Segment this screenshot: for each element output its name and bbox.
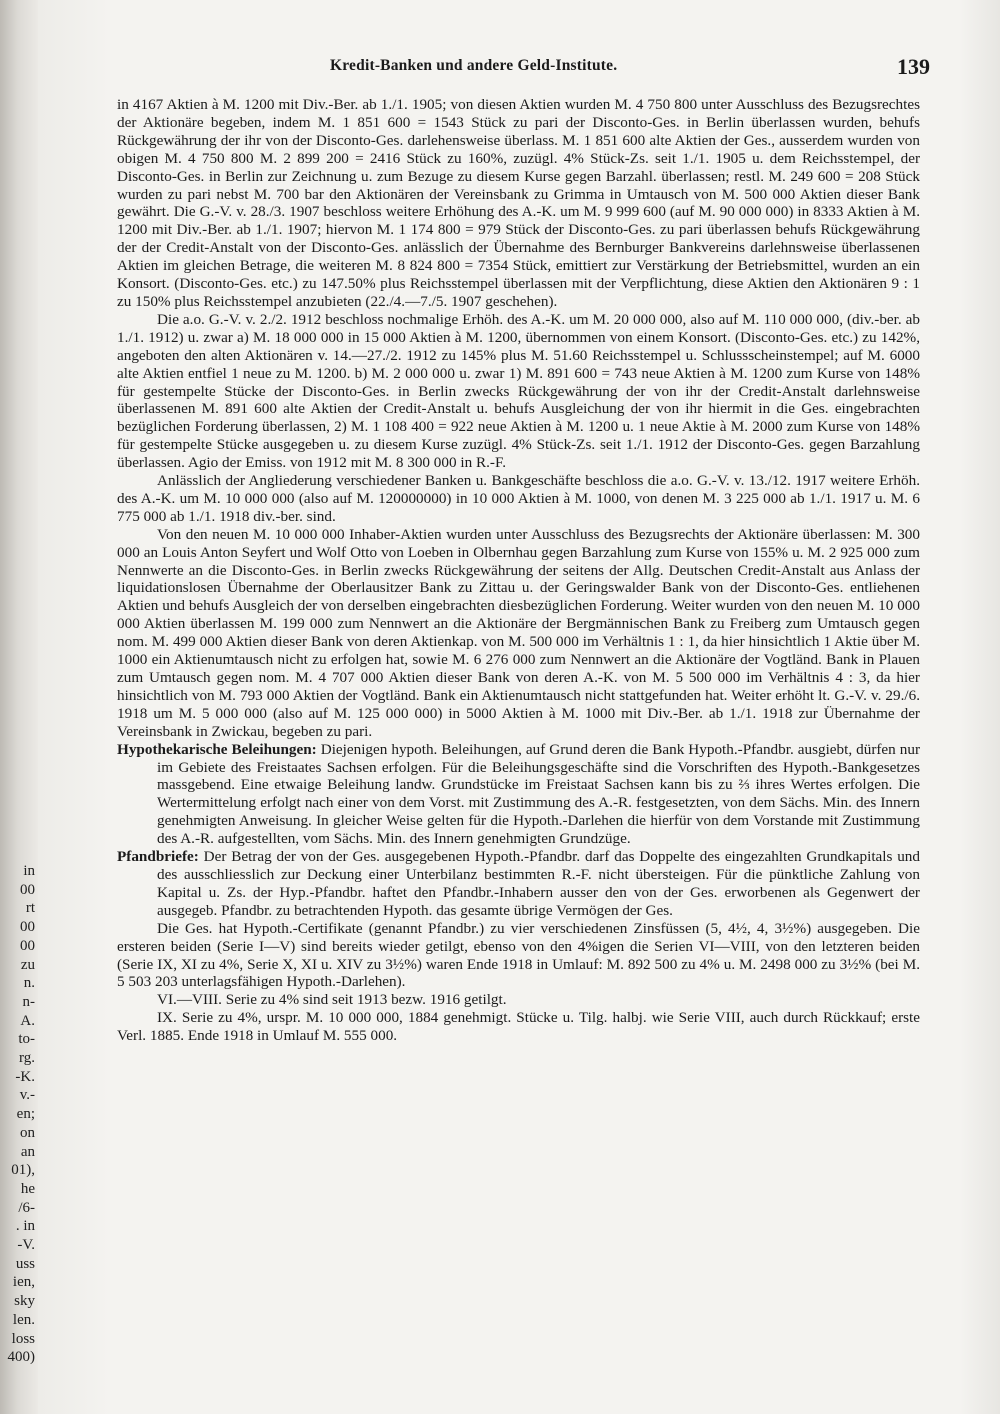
fragment: loss — [11, 1330, 35, 1347]
section-pfandbriefe — [117, 848, 920, 920]
section-text: Der Betrag der von der Ges. ausgegebenen Hypoth.-Pfandbr. darf das Doppelte des eingezahlten Grundkapitals und des ausschliesslich zur Deckung einer Unterbilanz bestimmten R.-F. nicht übersteigen. Für die pünktliche Zahlung von Kapital u. Zs. der Hyp.-Pfandbr. haftet den Pfandbr.-Inhabern ausser den von der Ges. erworbenen als Gegenwert der ausgegeb. Pfandbr. zu betrachtenden Hypoth. das gesamte übrige Vermögen der Ges. — [157, 848, 920, 919]
facing-page-fragments — [1, 862, 35, 1367]
fragment: rg. — [19, 1050, 35, 1067]
fragment: -K. — [15, 1068, 35, 1085]
section-heading: Pfandbriefe: — [117, 848, 199, 866]
fragment: sky — [14, 1293, 35, 1310]
paragraph: VI.—VIII. Serie zu 4% sind seit 1913 bezw. 1916 getilgt. — [157, 991, 507, 1009]
page-number: 139 — [897, 54, 930, 79]
fragment: 00 — [20, 881, 35, 898]
fragment: on — [20, 1124, 35, 1141]
fragment: . in — [15, 1218, 35, 1235]
fragment: 400) — [7, 1349, 35, 1366]
fragment: 01), — [11, 1162, 35, 1179]
fragment: 00 — [20, 919, 35, 936]
fragment: A. — [20, 1012, 35, 1029]
fragment: to- — [18, 1031, 35, 1048]
fragment: /6- — [18, 1199, 35, 1216]
fragment: ien, — [12, 1274, 35, 1291]
paragraph: Die Ges. hat Hypoth.-Certifikate (genannt Pfandbr.) zu vier verschiedenen Zinsfüssen (5, 4½, 4, 3½%) ausgegeben. Die ersteren beiden (Serie I—V) sind bereits wieder getilgt, ebenso von den 4%igen die Serien VI—VIII, von den letzteren beiden (Serie IX, XI zu 4%, Serie X, XI u. XIV zu 3½%) waren Ende 1918 in Umlauf: M. 892 500 zu 4% u. M. 2498 000 zu 3½% (bei M. 5 503 203 unterlagsfähigen Hypoth.-Darlehen). — [117, 919, 920, 991]
fragment: en; — [16, 1106, 35, 1123]
fragment: uss — [15, 1255, 35, 1272]
fragment: 00 — [20, 937, 35, 954]
section-hypothekarische — [117, 741, 920, 848]
section-heading: Hypothekarische Beleihungen: — [117, 740, 317, 758]
body-text — [117, 96, 920, 1045]
fragment: len. — [12, 1311, 35, 1328]
paragraph: Von den neuen M. 10 000 000 Inhaber-Aktien wurden unter Ausschluss des Bezugsrechts der Aktionäre überlassen: M. 300 000 an Louis Anton Seyfert und Wolf Otto von Loeben in Olbernhau gegen Barzahlung zum Kurse von 155% u. M. 2 925 000 zum Nennwerte an die Disconto-Ges. in Berlin zwecks Rückgewährung der seitens der Allg. Deutschen Credit-Anstalt aus Anlass der liquidationslosen Übernahme der Oberlausitzer Bank zu Zittau u. der Geringswalder Bank von der Disconto-Ges. entliehenen Aktien und behufs Ausgleich der von derselben eingebrachten diesbezüglichen Forderung. Weiter wurden von den neuen M. 10 000 000 Aktien überlassen M. 199 000 zum Nennwert an die Aktionäre der Bergmännischen Bank zu Freiberg zum Umtausch gegen nom. M. 499 000 Aktien dieser Bank von deren Aktienkap. von M. 500 000 im Verhältnis 1 : 1, da hier hinsichtlich 1 Aktie über M. 1000 ein Aktienumtausch nicht zu erfolgen hat, sowie M. 6 276 000 zum Nennwert an die Aktionäre der Vogtländ. Bank in Plauen zum Umtausch gegen nom. M. 4 707 000 Aktien dieser Bank von deren A.-K. von M. 5 500 000 im Verhältnis 4 : 3, da hier hinsichtlich von M. 793 000 Aktien der Vogtländ. Bank ein Aktienumtausch nicht stattgefunden hat. Weiter erhöht lt. G.-V. v. 29./6. 1918 um M. 5 000 000 (also auf M. 125 000 000) in 5000 Aktien à M. 1000 mit Div.-Ber. ab 1./1. 1918 zur Übernahme der Vereinsbank in Zwickau, begeben zu pari. — [117, 525, 920, 740]
section-text: Diejenigen hypoth. Beleihungen, auf Grund deren die Bank Hypoth.-Pfandbr. ausgiebt, dürfen nur im Gebiete des Freistaates Sachsen erfolgen. Für die Beleihungsgeschäfte sind die Vorschriften des Hypoth.-Bankgesetzes massgebend. Eine etwaige Beleihung landw. Grundstücke im Freistaat Sachsen kann bis zu ⅔ ihres Wertes erfolgen. Die Wertermittelung erfolgt nach einer von dem Vorst. mit Zustimmung des A.-R. festgesetzten, von dem Sächs. Min. des Innern genehmigten Anweisung. In gleicher Weise gelten für die Hypoth.-Darlehen die hierfür von dem Vorstande mit Zustimmung des A.-R. aufgestellten, vom Sächs. Min. des Innern genehmigten Grundzüge. — [157, 740, 920, 848]
fragment: -V. — [17, 1237, 35, 1254]
paragraph: Anlässlich der Angliederung verschiedener Banken u. Bankgeschäfte beschloss die a.o. G.-V. v. 13./12. 1917 weitere Erhöh. des A.-K. um M. 10 000 000 (also auf M. 120000000) in 10 000 Aktien à M. 1000, von denen M. 3 225 000 ab 1./1. 1917 u. M. 6 775 000 ab 1./1. 1918 div.-ber. sind. — [117, 472, 920, 525]
fragment: v.- — [19, 1087, 35, 1104]
fragment: n- — [22, 993, 35, 1010]
paragraph: in 4167 Aktien à M. 1200 mit Div.-Ber. ab 1./1. 1905; von diesen Aktien wurden M. 4 750 800 unter Ausschluss des Bezugsrechtes der Aktionäre begeben, indem M. 1 851 600 = 1543 Stück zu pari der Disconto-Ges. in Berlin überlassen wurden, behufs Rückgewährung der ihr von der Disconto-Ges. darlehensweise überlass. M. 1 851 600 alte Aktien der Ges., ausserdem wurden von obigen M. 4 750 800 M. 2 899 200 = 2416 Stück zu 160%, zuzügl. 4% Stück-Zs. seit 1./1. 1905 u. dem Reichsstempel, der Disconto-Ges. in Berlin zur Zeichnung u. zum Bezuge zu diesem Kurse gegen Barzahl. überlassen; restl. M. 249 600 = 208 Stück wurden zu pari nebst M. 700 bar den Aktionären der Vereinsbank zu Grimma in Umtausch von M. 500 000 Aktien dieser Bank gewährt. Die G.-V. v. 28./3. 1907 beschloss weitere Erhöhung des A.-K. um M. 9 999 600 (auf M. 90 000 000) in 8333 Aktien à M. 1200 mit Div.-Ber. ab 1./1. 1907; hiervon M. 1 174 800 = 979 Stück der Disconto-Ges. zu pari überlassen behufs Rückgewährung der der Credit-Anstalt von der Disconto-Ges. anlässlich der Übernahme des Bernburger Bankvereins darlehnsweise überlassenen Aktien im gleichen Betrage, die weiteren M. 8 824 800 = 7354 Stück, emittiert zur Verstärkung der Betriebsmittel, wurden an ein Konsort. (Disconto-Ges. etc.) zu 147.50% plus Reichsstempel überlassen mit der Verpflichtung, diese Aktien den Aktionären 9 : 1 zu 150% plus Reichsstempel anzubieten (22./4.—7./5. 1907 geschehen). — [117, 96, 920, 310]
fragment: he — [20, 1180, 35, 1197]
running-title: Kredit-Banken und andere Geld-Institute. — [330, 57, 618, 74]
fragment: an — [20, 1143, 35, 1160]
fragment: zu — [20, 956, 35, 973]
paragraph: IX. Serie zu 4%, urspr. M. 10 000 000, 1884 genehmigt. Stücke u. Tilg. halbj. wie Serie VIII, auch durch Rückkauf; erste Verl. 1885. Ende 1918 in Umlauf M. 555 000. — [117, 1009, 920, 1045]
fragment: rt — [25, 900, 35, 917]
fragment: n. — [23, 975, 35, 992]
paragraph: Die a.o. G.-V. v. 2./2. 1912 beschloss nochmalige Erhöh. des A.-K. um M. 20 000 000, also auf M. 110 000 000, (div.-ber. ab 1./1. 1912) u. zwar a) M. 18 000 000 in 15 000 Aktien à M. 1200, übernommen von einem Konsort. (Disconto-Ges. etc.) zu 142%, angeboten den alten Aktionären v. 14.—27./2. 1912 zu 145% plus M. 51.60 Reichsstempel u. Schlussscheinstempel; auf M. 6000 alte Aktien entfiel 1 neue zu M. 1200. b) M. 2 000 000 u. zwar 1) M. 891 600 = 743 neue Aktien à M. 1200 zum Kurse von 148% für gestempelte Stücke der Disconto-Ges. in Berlin zwecks Rückgewährung der von ihr der Credit-Anstalt darlehnsweise überlassenen M. 891 600 alte Aktien der Credit-Anstalt u. behufs Ausgleichung der von ihr hiermit in die Ges. eingebrachten bezüglichen Forderung überlassen, 2) M. 1 108 400 = 922 neue Aktien à M. 1200 u. 1 neue Aktie à M. 2000 zum Kurse von 148% für gestempelte Stücke ausgegeben u. zu diesem Kurse zuzügl. 4% Stück-Zs. seit 1./1. 1912 der Disconto-Ges. gegen Barzahlung überlassen. Agio der Emiss. von 1912 mit M. 8 300 000 in R.-F. — [117, 310, 920, 472]
fragment: in — [23, 863, 35, 879]
page-header — [118, 54, 930, 83]
